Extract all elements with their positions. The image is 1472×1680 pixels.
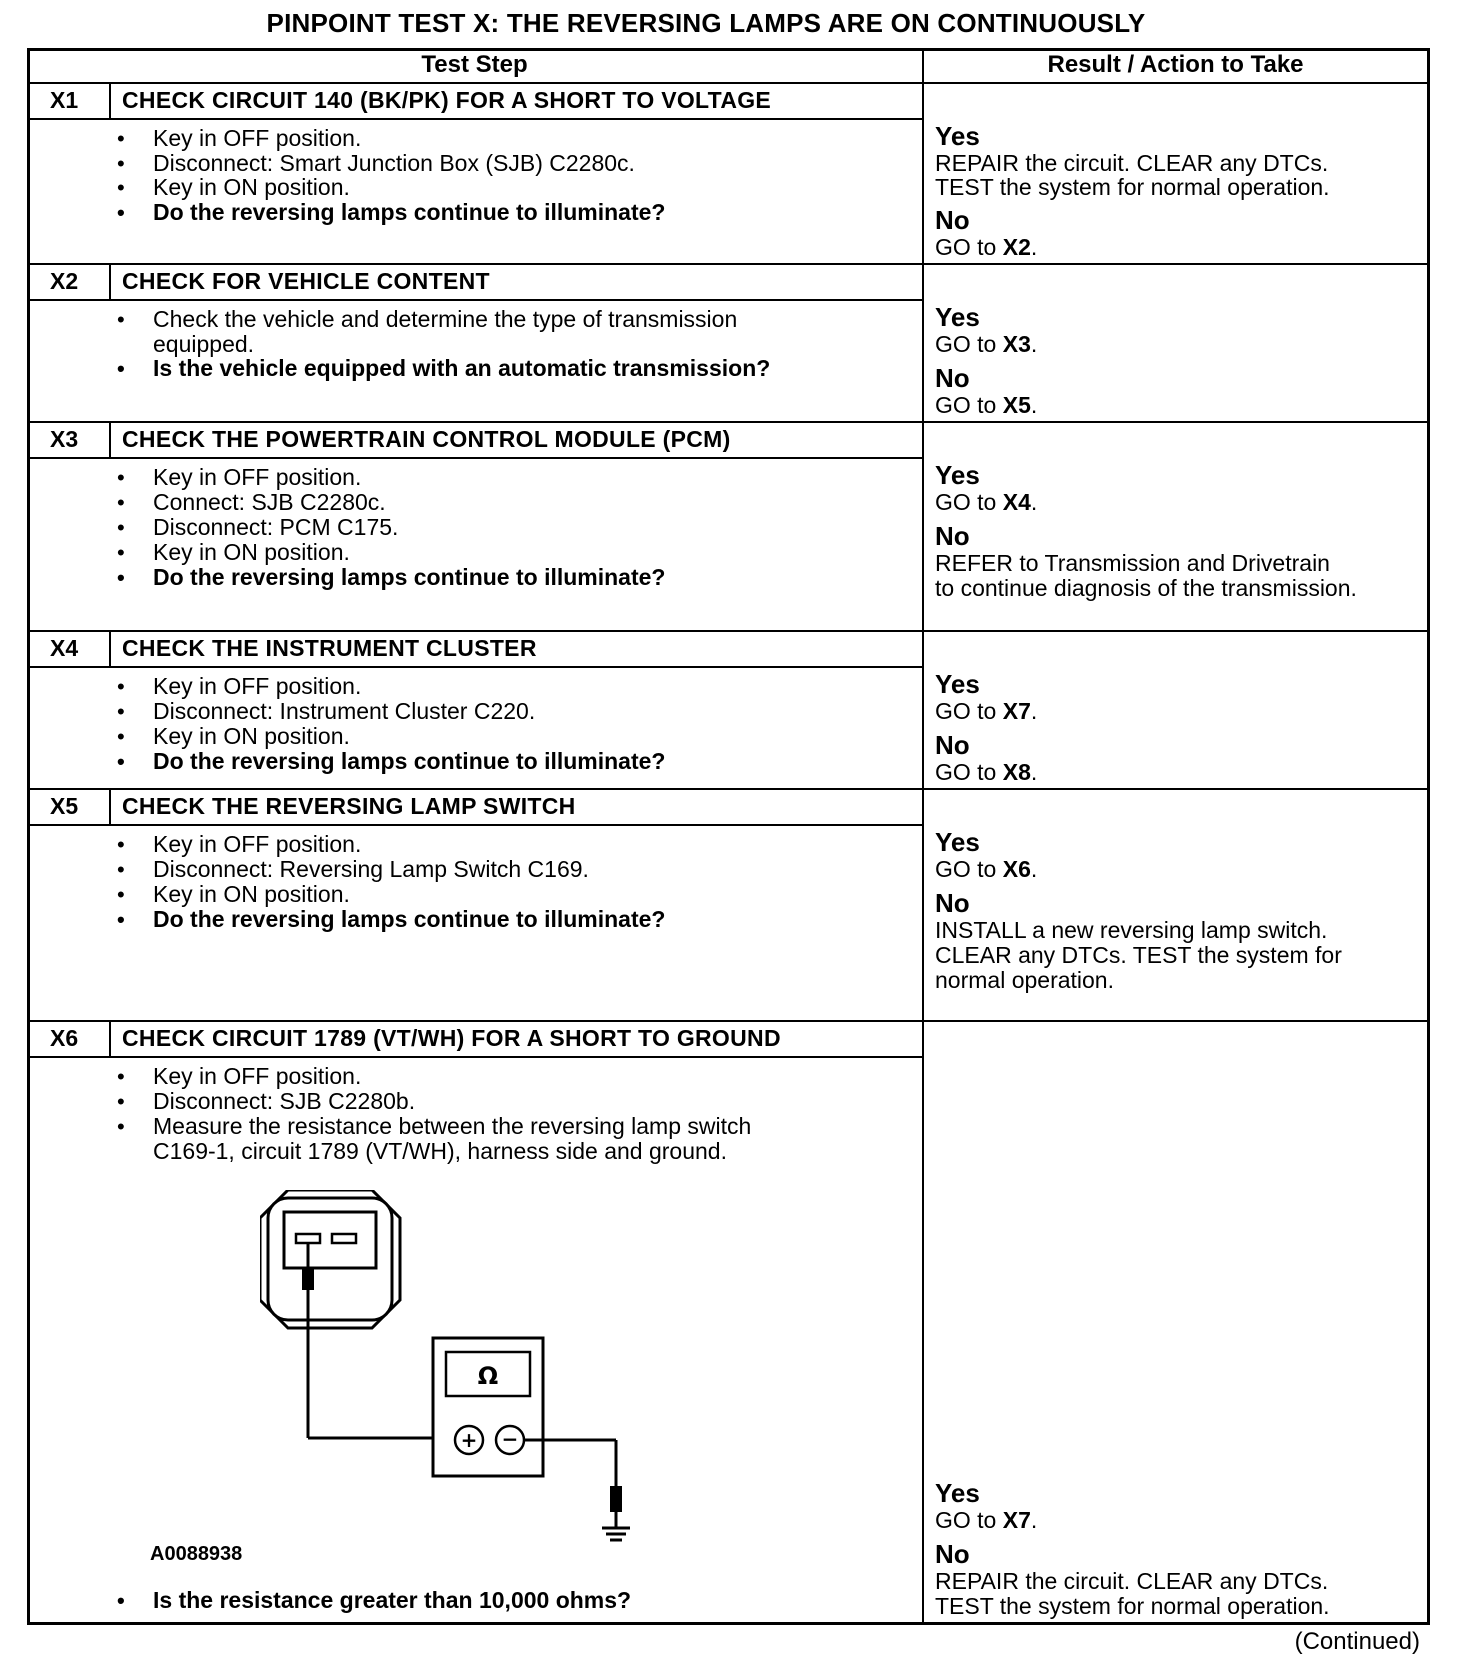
bullet: • (117, 151, 125, 176)
bullet: • (117, 1114, 125, 1139)
step-title-divider (27, 118, 923, 120)
question: Do the reversing lamps continue to illuminate? (153, 906, 666, 932)
bullet: • (117, 1089, 125, 1114)
id-divider (109, 790, 111, 825)
bullet: • (117, 674, 125, 699)
result-no-label: No (935, 363, 970, 393)
row-divider (27, 263, 1430, 265)
result-no-text: normal operation. (935, 967, 1114, 993)
continued-note: (Continued) (1294, 1628, 1420, 1655)
bullet: • (117, 126, 125, 151)
bullet: • (117, 724, 125, 749)
step-title-divider (27, 457, 923, 459)
goto-prefix: GO to (935, 392, 1003, 418)
id-divider (109, 1022, 111, 1057)
resistance-measurement-diagram (260, 1190, 660, 1565)
probe-tip (302, 1268, 314, 1290)
result-yes-label: Yes (935, 302, 980, 332)
goto-target: X7 (1002, 698, 1031, 724)
result-yes-label: Yes (935, 1478, 980, 1508)
result-yes-text: GO to X6. (935, 856, 1038, 882)
bullet: • (117, 565, 125, 590)
instruction: Key in ON position. (153, 723, 350, 749)
instruction: Key in OFF position. (153, 831, 362, 857)
column-header-result: Result / Action to Take (1047, 51, 1304, 78)
step-title-divider (27, 1056, 923, 1058)
result-yes-label: Yes (935, 827, 980, 857)
goto-target: X8 (1002, 759, 1031, 785)
step-id: X4 (50, 635, 79, 661)
bullet: • (117, 882, 125, 907)
step-title-divider (27, 299, 923, 301)
question: Do the reversing lamps continue to illuminate? (153, 564, 666, 590)
bullet: • (117, 356, 125, 381)
pinpoint-test-table (27, 48, 1430, 1625)
table-border-right (1427, 48, 1430, 1625)
goto-target: X4 (1002, 489, 1031, 515)
result-no-text: REPAIR the circuit. CLEAR any DTCs. (935, 1568, 1329, 1594)
table-border-bottom (27, 1622, 1430, 1625)
result-no-text: REFER to Transmission and Drivetrain (935, 550, 1330, 576)
result-yes-text: GO to X7. (935, 1507, 1038, 1533)
goto-target: X7 (1002, 1507, 1031, 1533)
instruction: Key in OFF position. (153, 673, 362, 699)
instruction: Key in ON position. (153, 881, 350, 907)
step-title: CHECK THE REVERSING LAMP SWITCH (122, 793, 576, 819)
question: Do the reversing lamps continue to illuminate? (153, 748, 666, 774)
goto-target: X3 (1002, 331, 1031, 357)
instruction: Key in ON position. (153, 539, 350, 565)
bullet: • (117, 857, 125, 882)
result-no-label: No (935, 1539, 970, 1569)
negative-terminal-symbol: − (501, 1427, 519, 1451)
goto-prefix: GO to (935, 331, 1003, 357)
bullet: • (117, 515, 125, 540)
goto-prefix: GO to (935, 489, 1003, 515)
bullet: • (117, 490, 125, 515)
positive-terminal-symbol: + (460, 1428, 478, 1452)
column-header-test-step: Test Step (421, 51, 528, 78)
step-title: CHECK CIRCUIT 140 (BK/PK) FOR A SHORT TO VOLTAGE (122, 87, 772, 113)
row-divider (27, 421, 1430, 423)
result-no-text: CLEAR any DTCs. TEST the system for (935, 942, 1342, 968)
connector-pin-2 (332, 1234, 356, 1243)
step-title: CHECK FOR VEHICLE CONTENT (122, 268, 490, 294)
goto-prefix: GO to (935, 759, 1003, 785)
bullet: • (117, 1064, 125, 1089)
column-divider (922, 48, 924, 1625)
step-id: X1 (50, 87, 79, 113)
result-yes-text: GO to X3. (935, 331, 1038, 357)
step-title: CHECK THE POWERTRAIN CONTROL MODULE (PCM) (122, 426, 731, 452)
connector-pin-1 (296, 1234, 320, 1243)
instruction: Disconnect: PCM C175. (153, 514, 399, 540)
step-title-divider (27, 824, 923, 826)
goto-prefix: GO to (935, 1507, 1003, 1533)
result-yes-text: REPAIR the circuit. CLEAR any DTCs. (935, 150, 1329, 176)
bullet: • (117, 907, 125, 932)
result-yes-label: Yes (935, 669, 980, 699)
result-no-text: GO to X2. (935, 234, 1038, 260)
bullet: • (117, 832, 125, 857)
id-divider (109, 265, 111, 300)
step-title: CHECK CIRCUIT 1789 (VT/WH) FOR A SHORT TO GROUND (122, 1025, 781, 1051)
result-yes-text: TEST the system for normal operation. (935, 174, 1330, 200)
id-divider (109, 423, 111, 458)
page-title: PINPOINT TEST X: THE REVERSING LAMPS ARE ON CONTINUOUSLY (266, 8, 1146, 38)
instruction: Check the vehicle and determine the type of transmission (153, 306, 738, 332)
bullet: • (117, 699, 125, 724)
instruction: Disconnect: Reversing Lamp Switch C169. (153, 856, 589, 882)
id-divider (109, 84, 111, 119)
instruction: C169-1, circuit 1789 (VT/WH), harness side and ground. (153, 1138, 727, 1164)
id-divider (109, 632, 111, 667)
result-no-text: INSTALL a new reversing lamp switch. (935, 917, 1328, 943)
goto-target: X5 (1002, 392, 1031, 418)
question: Is the vehicle equipped with an automatic transmission? (153, 355, 771, 381)
step-title-divider (27, 666, 923, 668)
result-no-text: to continue diagnosis of the transmission. (935, 575, 1357, 601)
question: Do the reversing lamps continue to illuminate? (153, 199, 666, 225)
instruction: Key in OFF position. (153, 464, 362, 490)
row-divider (27, 788, 1430, 790)
step-id: X5 (50, 793, 79, 819)
bullet: • (117, 1588, 125, 1613)
instruction: Disconnect: Instrument Cluster C220. (153, 698, 536, 724)
result-no-label: No (935, 205, 970, 235)
result-no-label: No (935, 888, 970, 918)
row-divider (27, 1020, 1430, 1022)
instruction: Connect: SJB C2280c. (153, 489, 386, 515)
step-id: X3 (50, 426, 79, 452)
result-no-text: GO to X8. (935, 759, 1038, 785)
ohm-symbol: Ω (477, 1362, 499, 1390)
result-no-text: GO to X5. (935, 392, 1038, 418)
figure-id: A0088938 (150, 1543, 243, 1565)
result-yes-label: Yes (935, 121, 980, 151)
instruction: Key in OFF position. (153, 125, 362, 151)
step-id: X2 (50, 268, 79, 294)
result-no-label: No (935, 521, 970, 551)
bullet: • (117, 307, 125, 332)
instruction: Key in OFF position. (153, 1063, 362, 1089)
instruction: Disconnect: SJB C2280b. (153, 1088, 416, 1114)
instruction: Disconnect: Smart Junction Box (SJB) C2280c. (153, 150, 635, 176)
goto-prefix: GO to (935, 856, 1003, 882)
row-divider (27, 630, 1430, 632)
instruction: equipped. (153, 331, 255, 357)
bullet: • (117, 200, 125, 225)
result-no-label: No (935, 730, 970, 760)
bullet: • (117, 465, 125, 490)
step-title: CHECK THE INSTRUMENT CLUSTER (122, 635, 537, 661)
instruction: Measure the resistance between the reversing lamp switch (153, 1113, 752, 1139)
bullet: • (117, 175, 125, 200)
ground-probe (610, 1486, 622, 1512)
goto-prefix: GO to (935, 234, 1003, 260)
goto-target: X6 (1002, 856, 1031, 882)
result-no-text: TEST the system for normal operation. (935, 1593, 1330, 1619)
goto-target: X2 (1002, 234, 1031, 260)
header-divider (27, 82, 1430, 84)
question: Is the resistance greater than 10,000 ohms? (153, 1587, 632, 1613)
instruction: Key in ON position. (153, 174, 350, 200)
bullet: • (117, 749, 125, 774)
goto-prefix: GO to (935, 698, 1003, 724)
step-id: X6 (50, 1025, 79, 1051)
result-yes-text: GO to X4. (935, 489, 1038, 515)
table-border-left (27, 48, 30, 1625)
bullet: • (117, 540, 125, 565)
result-yes-text: GO to X7. (935, 698, 1038, 724)
result-yes-label: Yes (935, 460, 980, 490)
